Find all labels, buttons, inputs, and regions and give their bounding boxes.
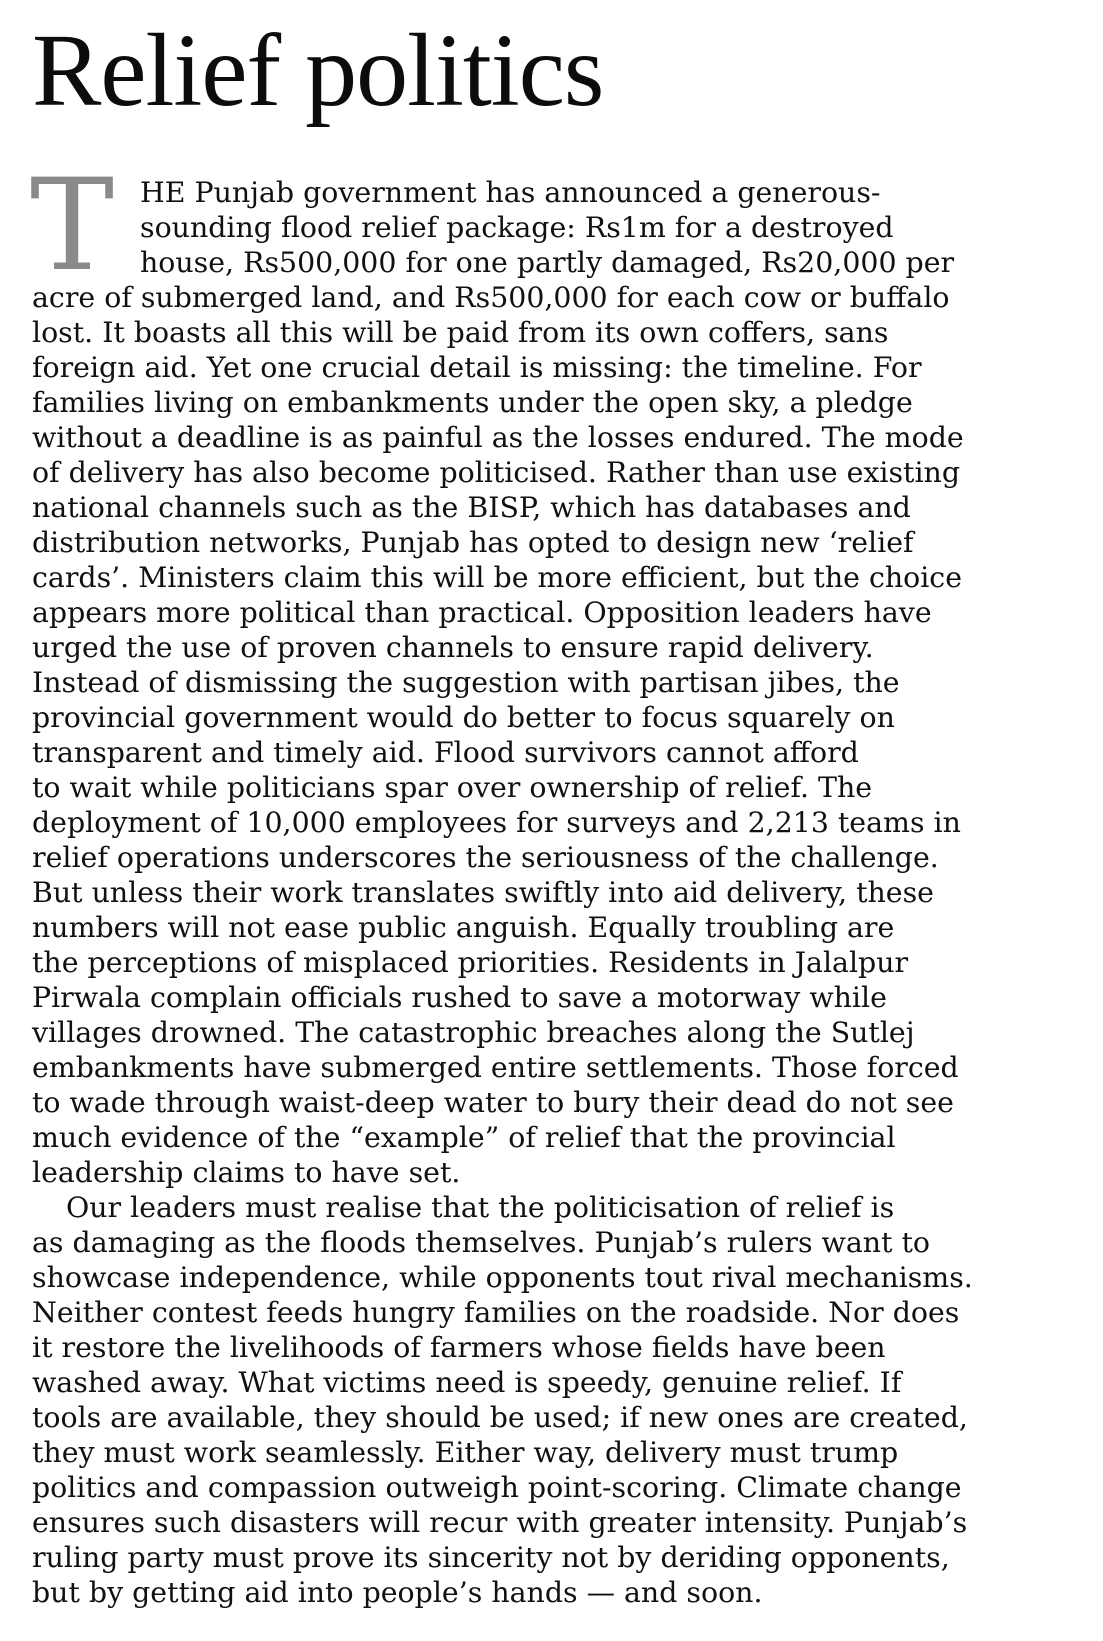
text-line: it restore the livelihoods of farmers whose fields have been (32, 1331, 886, 1364)
article-body (30, 152, 1072, 1610)
text-line: of delivery has also become politicised. Rather than use existing (32, 456, 961, 489)
text-line: showcase independence, while opponents tout rival mechanisms. (32, 1261, 973, 1294)
text-line: ruling party must prove its sincerity not by deriding opponents, (32, 1541, 950, 1574)
text-line: urged the use of proven channels to ensure rapid delivery. (32, 631, 874, 664)
text-line: washed away. What victims need is speedy, genuine relief. If (32, 1366, 902, 1399)
text-line: deployment of 10,000 employees for surveys and 2,213 teams in (32, 806, 961, 839)
text-line: But unless their work translates swiftly into aid delivery, these (32, 876, 934, 909)
text-line: Neither contest feeds hungry families on the roadside. Nor does (32, 1296, 960, 1329)
paragraph-1 (30, 152, 1072, 1190)
text-line: Our leaders must realise that the politicisation of relief is (66, 1191, 895, 1224)
text-line: distribution networks, Punjab has opted to design new ‘relief (32, 526, 914, 559)
text-line: foreign aid. Yet one crucial detail is missing: the timeline. For (32, 351, 922, 384)
text-line: HE Punjab government has announced a generous- (140, 176, 881, 209)
text-line: house, Rs500,000 for one partly damaged, Rs20,000 per (140, 246, 955, 279)
text-line: sounding flood relief package: Rs1m for a destroyed (140, 211, 894, 244)
text-line: numbers will not ease public anguish. Equally troubling are (32, 911, 895, 944)
text-line: as damaging as the floods themselves. Punjab’s rulers want to (32, 1226, 931, 1259)
text-line: villages drowned. The catastrophic breaches along the Sutlej (32, 1016, 915, 1049)
text-line: the perceptions of misplaced priorities. Residents in Jalalpur (32, 946, 909, 979)
drop-cap: T (30, 152, 115, 299)
text-line: ensures such disasters will recur with greater intensity. Punjab’s (32, 1506, 968, 1539)
text-line: tools are available, they should be used; if new ones are created, (32, 1401, 968, 1434)
text-line: Instead of dismissing the suggestion with partisan jibes, the (32, 666, 900, 699)
text-line: appears more political than practical. Opposition leaders have (32, 596, 932, 629)
text-line: transparent and timely aid. Flood survivors cannot afford (32, 736, 859, 769)
text-line: families living on embankments under the open sky, a pledge (32, 386, 913, 419)
text-line: provincial government would do better to focus squarely on (32, 701, 895, 734)
text-line: embankments have submerged entire settlements. Those forced (32, 1051, 959, 1084)
text-line: to wade through waist-deep water to bury their dead do not see (32, 1086, 954, 1119)
text-line: national channels such as the BISP, which has databases and (32, 491, 911, 524)
text-line: to wait while politicians spar over ownership of relief. The (32, 771, 873, 804)
text-line: without a deadline is as painful as the losses endured. The mode (32, 421, 964, 454)
headline: Relief politics (32, 13, 604, 128)
text-line: Pirwala complain officials rushed to save a motorway while (32, 981, 887, 1014)
text-line: lost. It boasts all this will be paid from its own coffers, sans (32, 316, 889, 349)
paragraph-2 (32, 1190, 1072, 1610)
text-line: relief operations underscores the seriousness of the challenge. (32, 841, 939, 874)
text-line: leadership claims to have set. (32, 1156, 461, 1189)
text-line: but by getting aid into people’s hands — and soon. (32, 1576, 763, 1609)
text-line: they must work seamlessly. Either way, delivery must trump (32, 1436, 899, 1469)
text-line: much evidence of the “example” of relief that the provincial (32, 1121, 896, 1154)
text-line: cards’. Ministers claim this will be more efficient, but the choice (32, 561, 963, 594)
text-line: politics and compassion outweigh point-scoring. Climate change (32, 1471, 962, 1504)
text-line: acre of submerged land, and Rs500,000 for each cow or buffalo (32, 281, 950, 314)
